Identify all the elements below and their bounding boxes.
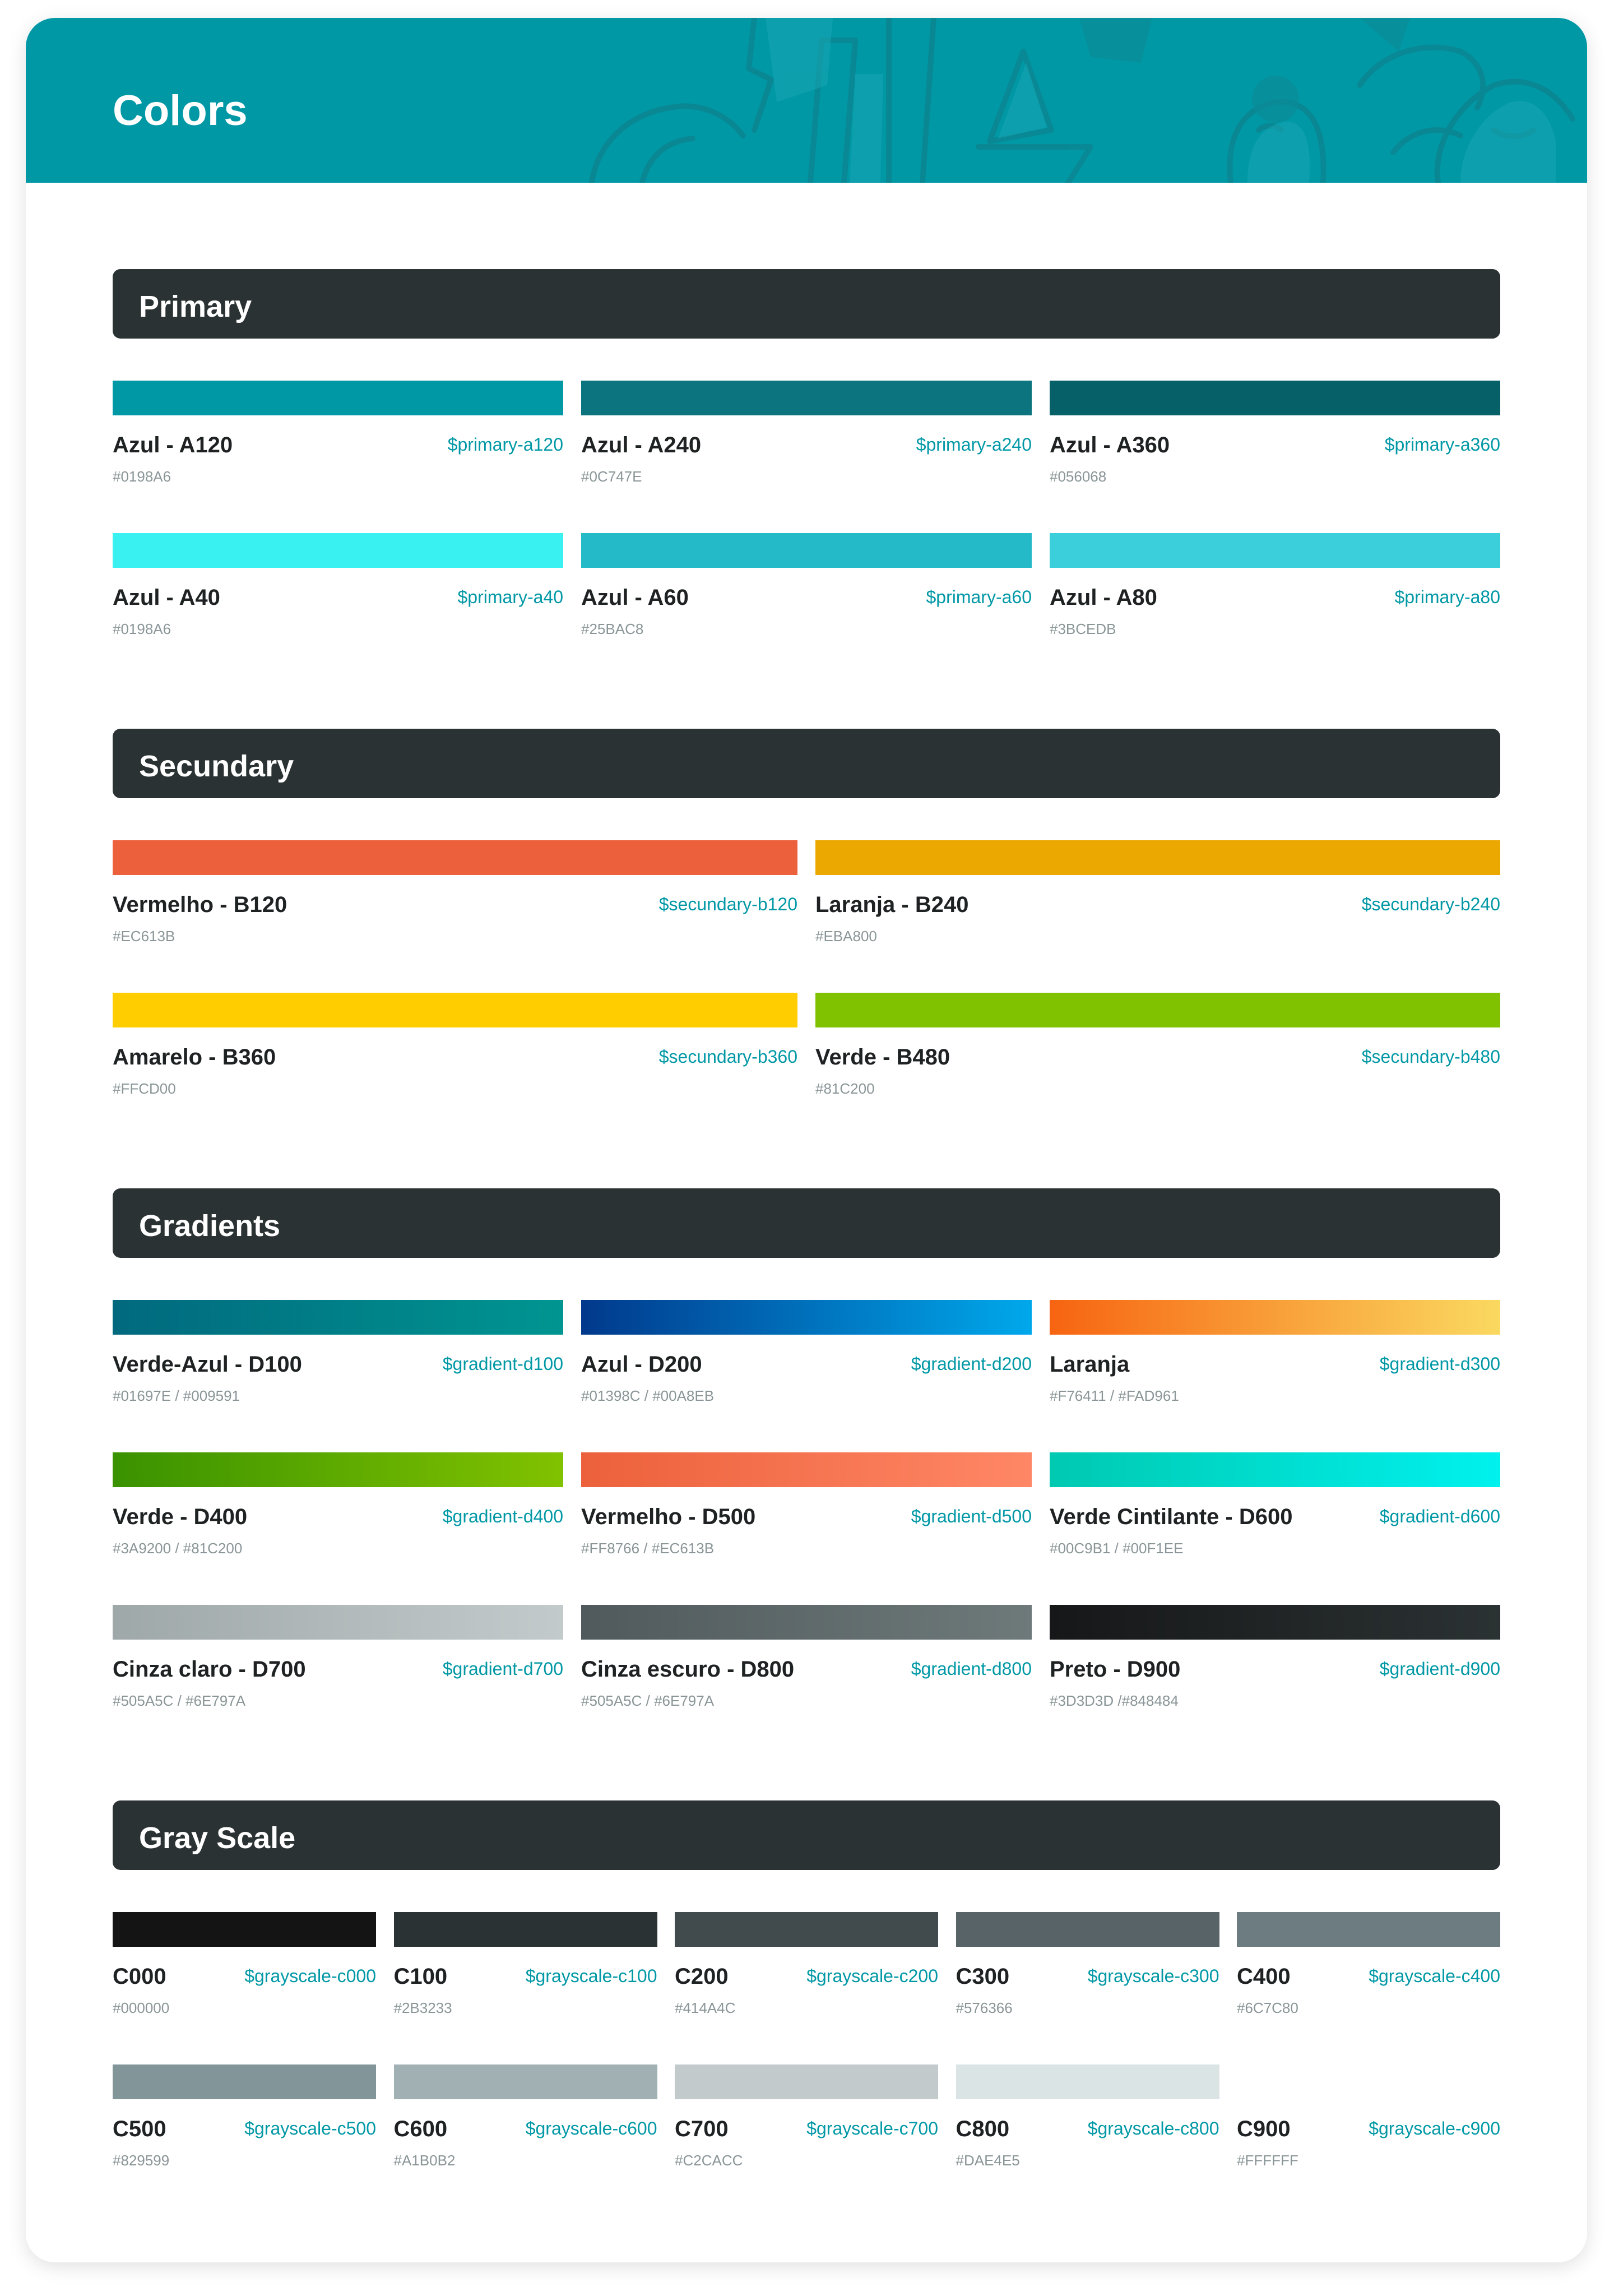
- color-name: Azul - A60: [581, 585, 689, 610]
- section-title: Primary: [139, 290, 252, 323]
- color-variable: $grayscale-c100: [525, 1966, 657, 1986]
- color-hex: #01697E / #009591: [113, 1387, 240, 1404]
- color-name: C400: [1237, 1964, 1291, 1989]
- color-swatch: [1050, 381, 1500, 415]
- color-name: C000: [113, 1964, 166, 1989]
- color-hex: #576366: [956, 1999, 1013, 2016]
- color-swatch-card: [1050, 1452, 1500, 1557]
- color-swatch-card: [113, 1912, 376, 2016]
- color-name: Azul - A240: [581, 433, 702, 457]
- color-swatch: [581, 381, 1032, 415]
- color-name: Preto - D900: [1050, 1657, 1181, 1682]
- color-name: C200: [675, 1964, 729, 1989]
- color-variable: $primary-a80: [1394, 587, 1500, 607]
- color-swatch-card: [675, 2064, 938, 2169]
- color-swatch: [1050, 1452, 1500, 1487]
- color-swatch-card: [113, 840, 797, 945]
- color-name: Amarelo - B360: [113, 1045, 276, 1070]
- color-swatch: [113, 1605, 563, 1640]
- color-variable: $gradient-d200: [911, 1354, 1032, 1374]
- color-variable: $grayscale-c900: [1369, 2118, 1500, 2138]
- color-hex: #3D3D3D /#848484: [1050, 1692, 1179, 1709]
- color-variable: $grayscale-c200: [806, 1966, 938, 1986]
- color-swatch-card: [581, 1605, 1032, 1709]
- color-swatch: [1050, 533, 1500, 568]
- color-swatch: [815, 840, 1500, 875]
- page-header: [26, 18, 1587, 183]
- color-swatch: [113, 1452, 563, 1487]
- color-variable: $primary-a40: [457, 587, 563, 607]
- color-swatch: [956, 1912, 1219, 1947]
- color-name: Azul - A40: [113, 585, 220, 610]
- color-variable: $gradient-d500: [911, 1506, 1032, 1526]
- color-hex: #505A5C / #6E797A: [113, 1692, 246, 1709]
- color-name: C100: [393, 1964, 448, 1989]
- color-name: C900: [1237, 2117, 1291, 2141]
- color-variable: $gradient-d800: [911, 1659, 1032, 1679]
- color-swatch: [113, 381, 563, 415]
- color-variable: $primary-a60: [926, 587, 1032, 607]
- color-name: Vermelho - B120: [113, 892, 287, 917]
- section-header-secundary: [113, 729, 1500, 798]
- color-hex: #000000: [113, 1999, 170, 2016]
- color-swatch: [394, 2064, 657, 2099]
- color-hex: #81C200: [815, 1080, 875, 1097]
- color-swatch-card: [815, 840, 1500, 945]
- color-swatch: [113, 840, 797, 875]
- color-swatch: [1237, 2064, 1500, 2099]
- section-title: Gray Scale: [139, 1821, 296, 1855]
- color-hex: #0198A6: [113, 621, 171, 637]
- color-variable: $primary-a360: [1384, 434, 1500, 455]
- color-swatch-card: [113, 1605, 563, 1709]
- color-variable: $gradient-d300: [1379, 1354, 1500, 1374]
- color-swatch: [581, 1452, 1032, 1487]
- color-variable: $gradient-d600: [1379, 1506, 1500, 1526]
- color-swatch: [675, 1912, 938, 1947]
- color-variable: $grayscale-c500: [244, 2118, 376, 2138]
- section-header-primary: [113, 269, 1500, 339]
- color-swatch-card: [956, 2064, 1219, 2169]
- color-hex: #056068: [1050, 468, 1107, 485]
- color-swatch: [113, 533, 563, 568]
- color-hex: #6C7C80: [1237, 1999, 1298, 2016]
- color-swatch-card: [1050, 533, 1500, 637]
- color-hex: #EC613B: [113, 928, 175, 945]
- color-name: Azul - A360: [1050, 433, 1170, 457]
- color-swatch-card: [581, 1452, 1032, 1557]
- color-swatch: [1050, 1605, 1500, 1640]
- color-swatch-card: [1237, 1912, 1500, 2016]
- color-hex: #3A9200 / #81C200: [113, 1540, 243, 1557]
- color-hex: #414A4C: [675, 1999, 736, 2016]
- color-swatch-card: [393, 1912, 657, 2016]
- color-hex: #0C747E: [581, 468, 642, 485]
- color-name: C800: [956, 2117, 1010, 2141]
- color-name: Verde - D400: [113, 1505, 248, 1529]
- color-swatch-card: [113, 2064, 376, 2169]
- color-hex: #2B3233: [393, 1999, 452, 2016]
- color-name: Laranja - B240: [815, 892, 969, 917]
- color-variable: $gradient-d400: [442, 1506, 563, 1526]
- section-header-gradients: [113, 1188, 1500, 1258]
- color-name: Verde-Azul - D100: [113, 1352, 302, 1377]
- color-swatch-card: [1237, 2064, 1500, 2169]
- color-variable: $grayscale-c600: [525, 2118, 657, 2138]
- color-hex: #C2CACC: [675, 2152, 743, 2169]
- color-swatch: [113, 993, 797, 1027]
- color-swatch-card: [1050, 1300, 1500, 1404]
- color-name: C500: [113, 2117, 166, 2141]
- color-hex: #FF8766 / #EC613B: [581, 1540, 715, 1557]
- header-illustration: [26, 18, 1587, 183]
- color-hex: #3BCEDB: [1050, 621, 1116, 637]
- section-title: Secundary: [139, 749, 294, 783]
- color-name: Azul - A120: [113, 433, 233, 457]
- color-swatch-card: [113, 1300, 563, 1404]
- color-swatch: [1050, 1300, 1500, 1335]
- color-swatch: [581, 1300, 1032, 1335]
- color-swatch-card: [581, 533, 1032, 637]
- color-variable: $grayscale-c300: [1087, 1966, 1219, 1986]
- color-name: Azul - A80: [1050, 585, 1157, 610]
- color-swatch-card: [675, 1912, 938, 2016]
- color-hex: #EBA800: [815, 928, 877, 945]
- color-swatch-card: [581, 1300, 1032, 1404]
- color-hex: #505A5C / #6E797A: [581, 1692, 715, 1709]
- color-name: Laranja: [1050, 1352, 1130, 1377]
- color-swatch: [113, 2064, 376, 2099]
- section-title: Gradients: [139, 1209, 281, 1243]
- color-variable: $secundary-b120: [658, 894, 797, 914]
- color-hex: #A1B0B2: [393, 2152, 456, 2169]
- color-hex: #0198A6: [113, 468, 171, 485]
- color-swatch: [581, 533, 1032, 568]
- color-name: Cinza claro - D700: [113, 1657, 306, 1682]
- color-hex: #25BAC8: [581, 621, 644, 637]
- color-swatch-card: [393, 2064, 657, 2169]
- color-name: C300: [956, 1964, 1010, 1989]
- color-variable: $gradient-d100: [442, 1354, 563, 1374]
- color-swatch: [394, 1912, 657, 1947]
- color-hex: #FFFFFF: [1237, 2152, 1298, 2169]
- color-name: Azul - D200: [581, 1352, 702, 1377]
- color-hex: #F76411 / #FAD961: [1050, 1387, 1179, 1404]
- color-name: Verde Cintilante - D600: [1050, 1505, 1293, 1529]
- color-hex: #DAE4E5: [956, 2152, 1020, 2169]
- color-swatch: [956, 2064, 1219, 2099]
- color-hex: #829599: [113, 2152, 170, 2169]
- color-swatch: [815, 993, 1500, 1027]
- color-variable: $grayscale-c800: [1087, 2118, 1219, 2138]
- color-variable: $primary-a120: [447, 434, 563, 455]
- color-variable: $gradient-d700: [442, 1659, 563, 1679]
- style-guide-card: [26, 18, 1587, 2262]
- color-variable: $secundary-b480: [1361, 1047, 1500, 1067]
- color-swatch-card: [1050, 1605, 1500, 1709]
- color-swatch-card: [815, 993, 1500, 1097]
- color-variable: $primary-a240: [916, 434, 1032, 455]
- color-variable: $grayscale-c000: [244, 1966, 376, 1986]
- color-hex: #FFCD00: [113, 1080, 176, 1097]
- color-swatch: [675, 2064, 938, 2099]
- color-swatch-card: [956, 1912, 1219, 2016]
- color-swatch: [1237, 1912, 1500, 1947]
- color-swatch-card: [1050, 381, 1500, 485]
- color-swatch-card: [113, 533, 563, 637]
- color-name: C700: [675, 2117, 729, 2141]
- color-variable: $gradient-d900: [1379, 1659, 1500, 1679]
- section-header-gray-scale: [113, 1800, 1500, 1870]
- color-swatch-card: [113, 993, 797, 1097]
- color-name: Vermelho - D500: [581, 1505, 756, 1529]
- color-name: C600: [393, 2117, 448, 2141]
- color-swatch: [581, 1605, 1032, 1640]
- page-title: Colors: [113, 87, 248, 135]
- color-variable: $grayscale-c700: [806, 2118, 938, 2138]
- color-variable: $secundary-b240: [1361, 894, 1500, 914]
- color-hex: #01398C / #00A8EB: [581, 1387, 715, 1404]
- color-name: Cinza escuro - D800: [581, 1657, 795, 1682]
- color-swatch: [113, 1912, 376, 1947]
- color-swatch-card: [113, 1452, 563, 1557]
- color-swatch-card: [581, 381, 1032, 485]
- color-hex: #00C9B1 / #00F1EE: [1050, 1540, 1184, 1557]
- color-variable: $grayscale-c400: [1369, 1966, 1500, 1986]
- color-swatch: [113, 1300, 563, 1335]
- color-variable: $secundary-b360: [658, 1047, 797, 1067]
- color-name: Verde - B480: [815, 1045, 950, 1070]
- color-swatch-card: [113, 381, 563, 485]
